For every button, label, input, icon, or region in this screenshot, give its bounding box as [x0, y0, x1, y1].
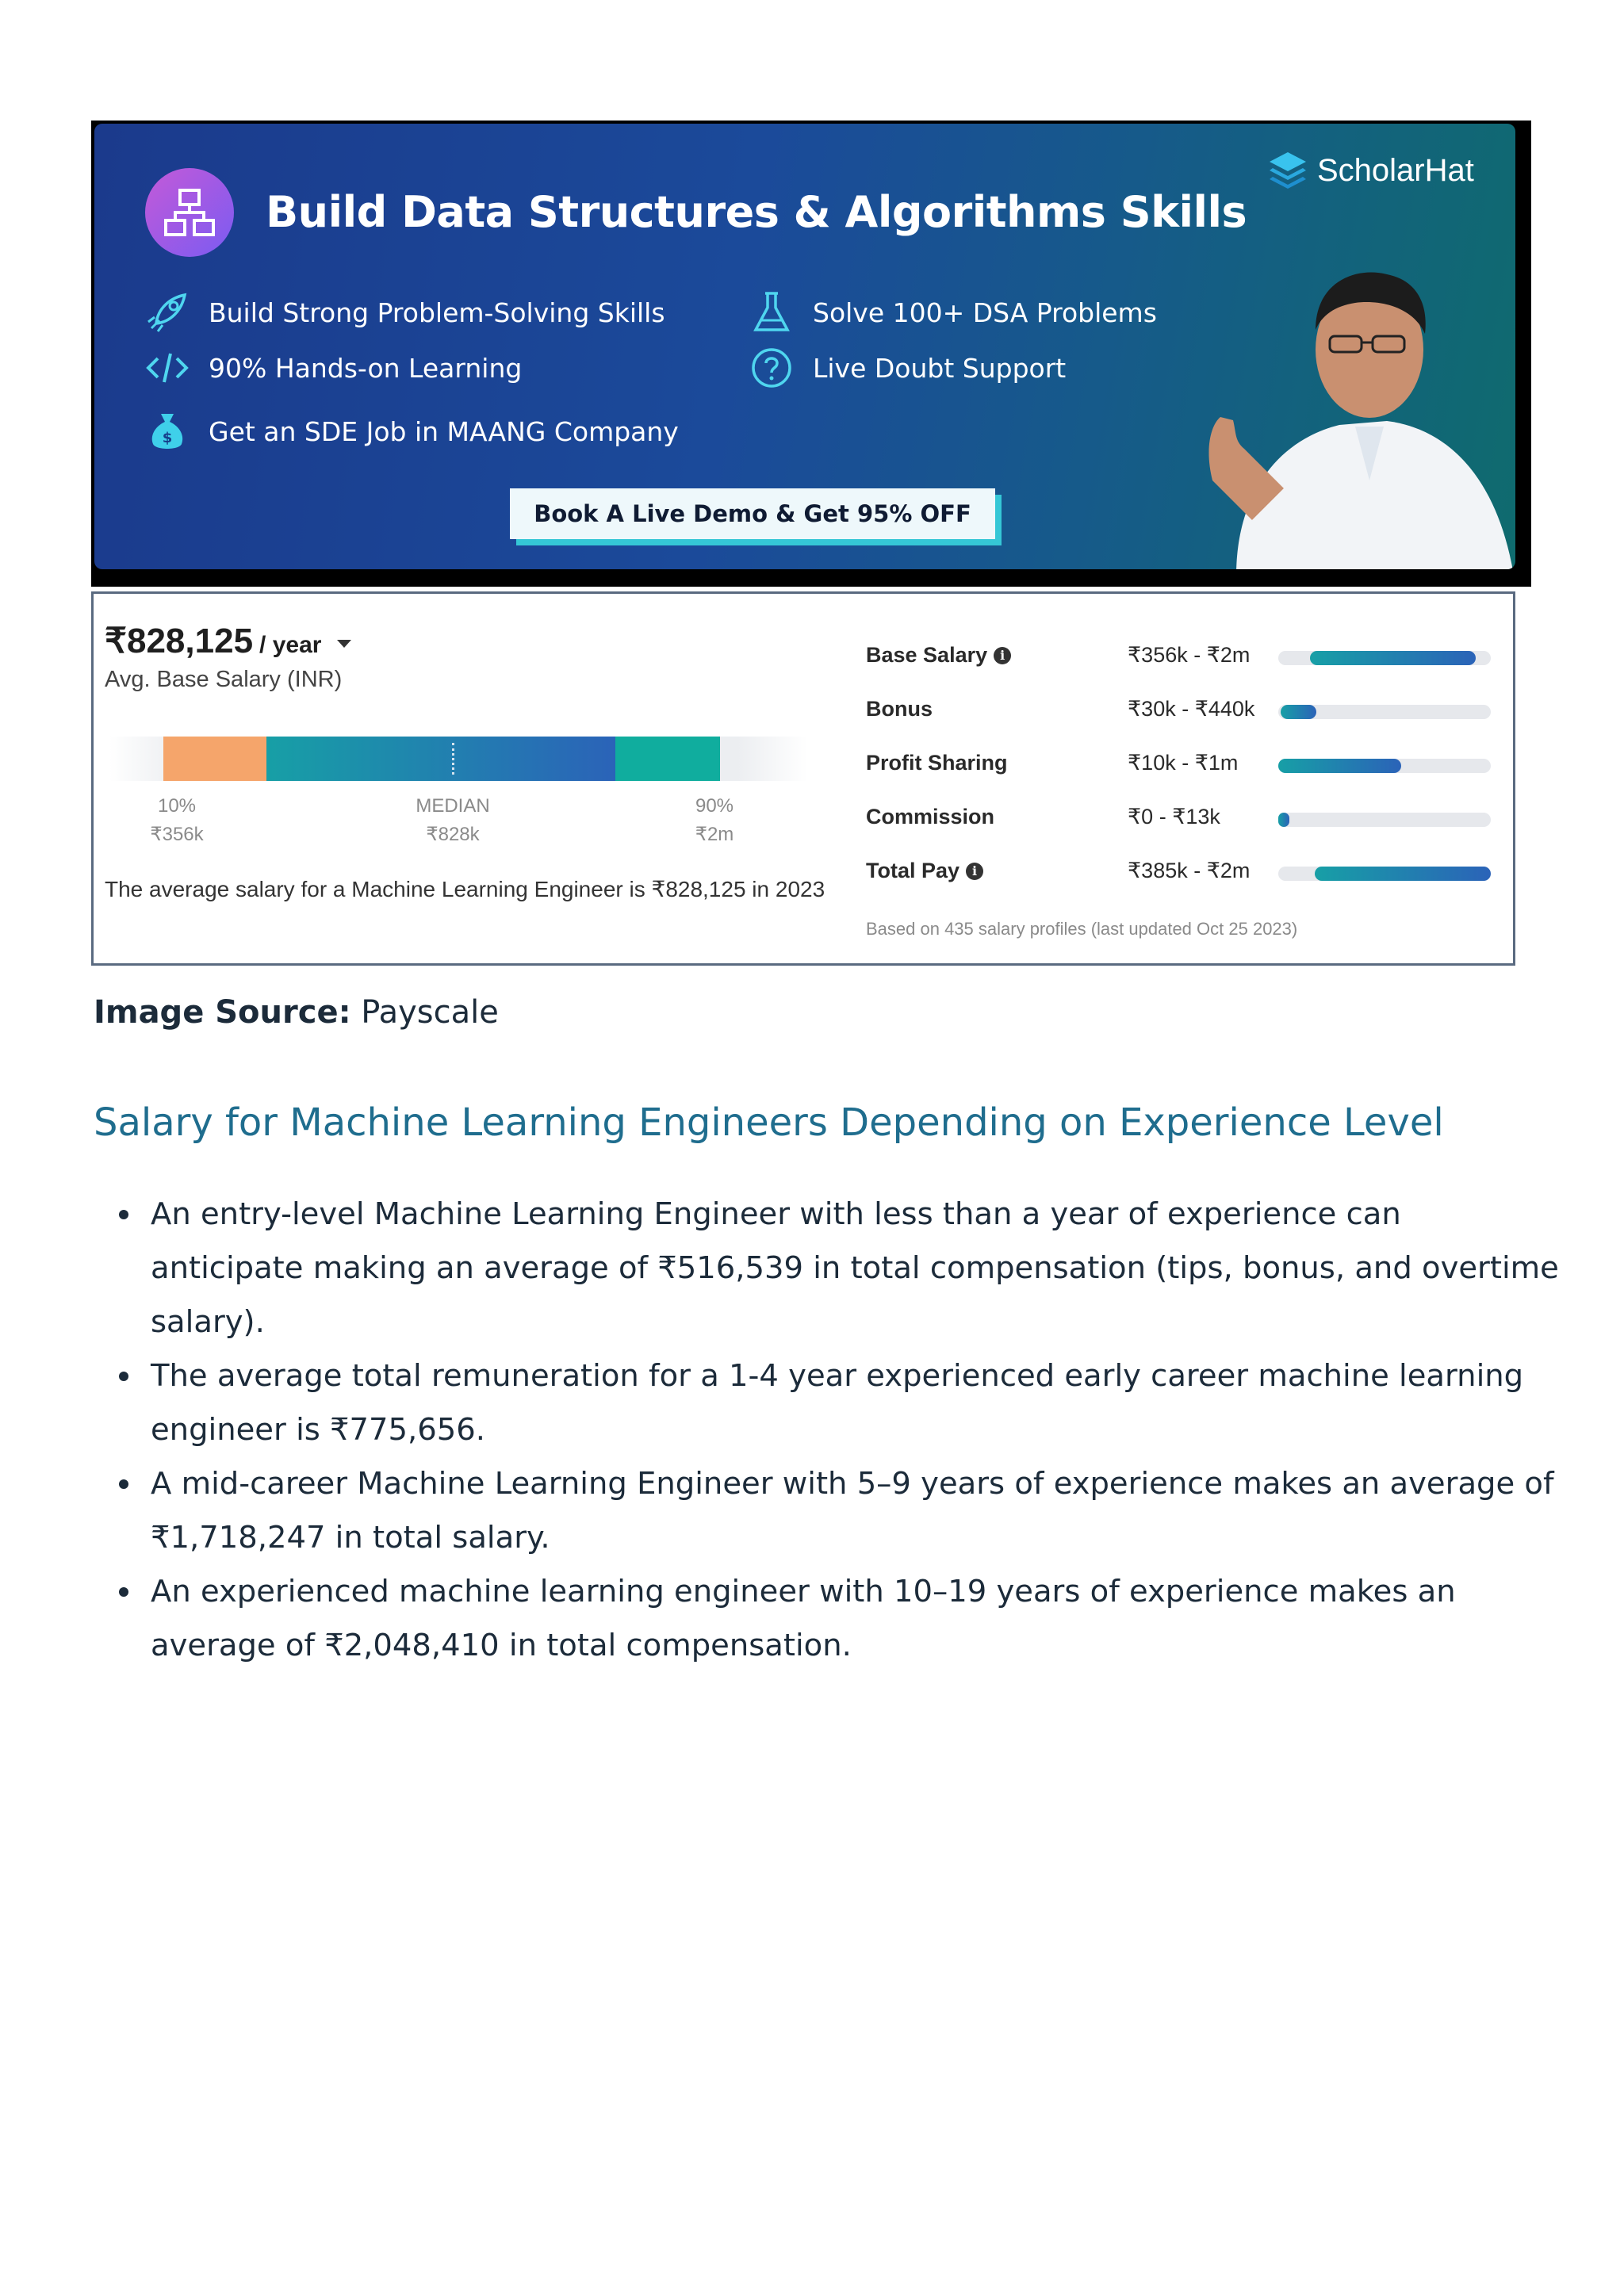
pay-component-bar [1315, 867, 1491, 881]
pay-component-label [866, 643, 1011, 668]
feature-text: Get an SDE Job in MAANG Company [209, 415, 679, 447]
feature-item [746, 342, 1066, 393]
pay-component-track [1278, 867, 1491, 881]
list-item: An experienced machine learning engineer with 10–19 years of experience makes an average of ₹2,048,410 in total compensation. [119, 1565, 1562, 1673]
range-segment-low [163, 737, 266, 781]
feature-item [142, 342, 522, 393]
pay-component-name: Profit Sharing [866, 751, 1008, 775]
pay-component-row [866, 751, 1500, 783]
median-marker [452, 743, 454, 775]
pay-component-range: ₹30k - ₹440k [1128, 697, 1255, 721]
promo-banner[interactable] [91, 121, 1531, 587]
list-item: The average total remuneration for a 1-4 year experienced early career machine learning engineer is ₹775,656. [119, 1349, 1562, 1457]
avg-salary-label: Avg. Base Salary (INR) [105, 667, 343, 692]
pay-component-name: Bonus [866, 697, 933, 721]
image-source [94, 994, 499, 1031]
feature-text: 90% Hands-on Learning [209, 352, 523, 384]
pay-component-label [866, 751, 1008, 775]
image-source-value: Payscale [361, 994, 499, 1031]
brand-logo [1266, 149, 1474, 192]
period-dropdown-icon[interactable] [337, 640, 351, 648]
percentile-median: MEDIAN ₹828k [416, 795, 490, 845]
feature-text: Live Doubt Support [813, 352, 1067, 384]
based-on-note: Based on 435 salary profiles (last updated Oct 25 2023) [866, 919, 1298, 939]
pay-component-bar [1278, 759, 1401, 773]
pay-component-name: Total Pay [866, 859, 960, 882]
pay-component-range: ₹385k - ₹2m [1128, 859, 1251, 882]
list-item: A mid-career Machine Learning Engineer with 5–9 years of experience makes an average of ₹1,718,247 in total salary. [119, 1457, 1562, 1565]
brand-name: ScholarHat [1317, 152, 1474, 188]
section-heading: Salary for Machine Learning Engineers Depending on Experience Level [94, 1100, 1444, 1145]
salary-card [91, 591, 1515, 966]
pay-component-range: ₹10k - ₹1m [1128, 751, 1239, 775]
feature-item [746, 287, 1157, 338]
code-icon [142, 342, 193, 393]
pay-component-track [1278, 651, 1491, 665]
range-segment-mid [266, 737, 615, 781]
pay-component-range: ₹0 - ₹13k [1128, 805, 1220, 828]
salary-range-bar [109, 737, 807, 781]
hierarchy-icon [145, 168, 234, 257]
feature-item [142, 287, 665, 338]
rocket-icon [142, 287, 193, 338]
pay-component-track [1278, 705, 1491, 719]
info-icon[interactable]: i [994, 647, 1011, 664]
experience-salary-list [119, 1188, 1562, 1673]
pay-component-row [866, 697, 1500, 729]
flask-icon [746, 287, 797, 338]
pay-component-row [866, 805, 1500, 836]
money-bag-icon [142, 406, 193, 457]
percentile-10: 10% ₹356k [150, 795, 204, 845]
pay-component-label [866, 697, 933, 721]
info-icon[interactable]: i [966, 863, 983, 880]
pay-component-row [866, 859, 1500, 890]
banner-panel [94, 124, 1515, 569]
scholarhat-logo-icon [1266, 149, 1309, 192]
percentile-90: 90% ₹2m [695, 795, 734, 845]
book-demo-button[interactable]: Book A Live Demo & Get 95% OFF [510, 488, 995, 539]
pay-component-name: Commission [866, 805, 995, 828]
pay-component-name: Base Salary [866, 643, 988, 667]
pay-component-range: ₹356k - ₹2m [1128, 643, 1251, 667]
list-item: An entry-level Machine Learning Engineer with less than a year of experience can anticipate making an average of ₹516,539 in total compensation (tips, bonus, and overtime salary). [119, 1188, 1562, 1349]
svg-text:$: $ [162, 430, 173, 446]
pay-component-bar [1281, 705, 1317, 719]
avg-salary [105, 621, 351, 661]
avg-salary-unit: / year [259, 632, 322, 658]
image-source-label: Image Source: [94, 994, 351, 1031]
feature-item [142, 406, 679, 457]
salary-summary: The average salary for a Machine Learning Engineer is ₹828,125 in 2023 [105, 877, 825, 901]
pay-component-track [1278, 813, 1491, 827]
question-icon [746, 342, 797, 393]
range-segment-high [615, 737, 720, 781]
pay-component-track [1278, 759, 1491, 773]
instructor-photo [1117, 243, 1515, 569]
feature-text: Build Strong Problem-Solving Skills [209, 297, 665, 328]
avg-salary-value: ₹828,125 [105, 622, 254, 660]
pay-component-label [866, 805, 994, 829]
pay-component-bar [1278, 813, 1289, 827]
banner-title: Build Data Structures & Algorithms Skills [266, 187, 1247, 237]
pay-component-bar [1310, 651, 1476, 665]
pay-component-row [866, 643, 1500, 675]
feature-text: Solve 100+ DSA Problems [813, 297, 1157, 328]
pay-component-label [866, 859, 983, 883]
